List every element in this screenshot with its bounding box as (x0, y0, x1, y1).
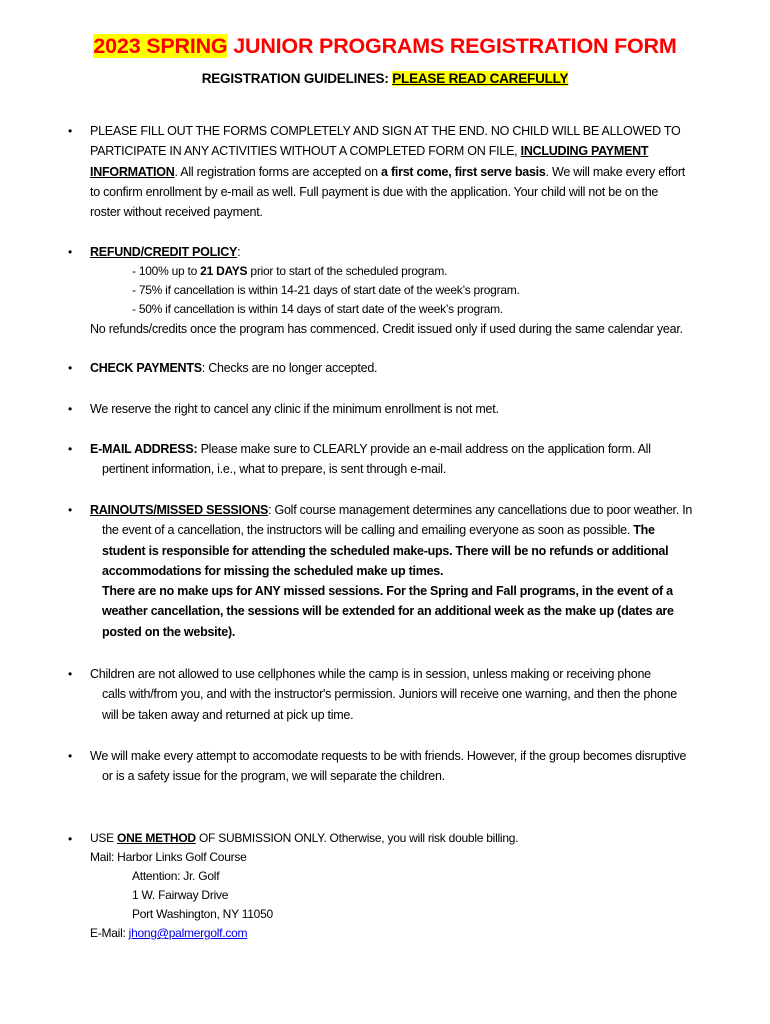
submission-address-3: Port Washington, NY 11050 (132, 907, 273, 921)
check-text: : Checks are no longer accepted. (201, 361, 378, 375)
submission-one-method: ONE METHOD (117, 831, 196, 845)
bullet-icon: • (68, 832, 72, 846)
email-heading: E-MAIL ADDRESS: (90, 442, 198, 456)
rainouts-line-2 (90, 520, 730, 540)
refund-line-2: - 75% if cancellation is within 14-21 days of start date of the week’s program. (132, 283, 520, 298)
email-line-1 (90, 439, 730, 459)
rainouts-text-5: There are no make ups for ANY missed sessions. For the Spring and Fall programs, in the event of a (102, 584, 673, 599)
phones-text-1: Children are not allowed to use cellphones while the camp is in session, unless making or receiving phone (90, 667, 651, 681)
friends-text-2: or is a safety issue for the program, we will separate the children. (102, 769, 445, 784)
forms-text-2: PARTICIPATE IN ANY ACTIVITIES WITHOUT A COMPLETED FORM ON FILE, (90, 144, 521, 159)
forms-text-1: PLEASE FILL OUT THE FORMS COMPLETELY AND SIGN AT THE END. NO CHILD WILL BE ALLOWED TO (90, 124, 681, 138)
refund-colon: : (237, 245, 241, 259)
refund-line-3: - 50% if cancellation is within 14 days of start date of the week’s program. (132, 302, 503, 317)
forms-text-3d: . We will make every effort (545, 164, 685, 179)
page-subtitle (0, 71, 770, 86)
list-item-refund (68, 242, 730, 340)
phones-text-3: will be taken away and returned at pick up time. (102, 707, 354, 722)
list-item-check-payments (68, 358, 730, 378)
refund-heading-line (90, 242, 730, 262)
list-item-submission (68, 829, 730, 943)
refund-heading: REFUND/CREDIT POLICY (90, 245, 238, 259)
refund-l1c: prior to start of the scheduled program. (247, 264, 448, 279)
rainouts-text-3: student is responsible for attending the scheduled make-ups. There will be no refunds or additional (102, 543, 669, 558)
submission-line-1 (90, 829, 730, 848)
bullet-icon: • (68, 749, 72, 763)
refund-21-days: 21 DAYS (200, 264, 248, 279)
title-highlight: 2023 SPRING (93, 34, 228, 58)
forms-line-2 (90, 141, 730, 161)
submission-t1c: OF SUBMISSION ONLY. Otherwise, you will risk double billing. (195, 831, 519, 845)
email-text-2: pertinent information, i.e., what to prepare, is sent through e-mail. (102, 462, 447, 477)
list-item-email (68, 439, 730, 480)
refund-line-4: No refunds/credits once the program has commenced. Credit issued only if used during the same calendar year. (90, 322, 683, 337)
title-rest: JUNIOR PROGRAMS REGISTRATION FORM (227, 34, 677, 58)
list-item-forms (68, 121, 730, 222)
bullet-icon: • (68, 361, 72, 375)
list-item-rainouts (68, 500, 730, 642)
forms-line-3 (90, 162, 730, 182)
submission-address-1: Attention: Jr. Golf (132, 869, 220, 883)
rainouts-text-6: weather cancellation, the sessions will be extended for an additional week as the make up (dates are (102, 604, 674, 619)
forms-first-come-emphasis: a first come, first serve basis (381, 164, 546, 179)
rainouts-text-1: : Golf course management determines any cancellations due to poor weather. In (268, 503, 693, 517)
forms-text-3: . All registration forms are accepted on (174, 164, 382, 179)
email-link[interactable]: jhong@palmergolf.com (128, 926, 248, 940)
page-title (0, 34, 770, 59)
forms-information-emphasis: INFORMATION (90, 164, 175, 179)
list-item-reserve (68, 399, 730, 419)
bullet-icon: • (68, 124, 72, 138)
subtitle-prefix: REGISTRATION GUIDELINES: (201, 71, 393, 86)
reserve-text: We reserve the right to cancel any clinic if the minimum enrollment is not met. (90, 402, 499, 416)
submission-mail-label: Mail: Harbor Links Golf Course (90, 850, 247, 864)
rainouts-heading: RAINOUTS/MISSED SESSIONS (90, 503, 269, 517)
rainouts-text-2: the event of a cancellation, the instructors will be calling and emailing everyone as soon as possible. (102, 523, 634, 538)
submission-address-2: 1 W. Fairway Drive (132, 888, 229, 902)
rainouts-text-4: accommodations for missing the scheduled make up times. (102, 563, 444, 578)
list-item-friends (68, 746, 730, 787)
bullet-icon: • (68, 245, 72, 259)
refund-l1a: - 100% up to (132, 264, 201, 279)
check-heading: CHECK PAYMENTS (90, 361, 202, 375)
subtitle-highlight: PLEASE READ CAREFULLY (392, 71, 569, 86)
bullet-icon: • (68, 667, 72, 681)
friends-text-1: We will make every attempt to accomodate requests to be with friends. However, if the group becomes disruptive (90, 749, 687, 763)
email-text-1: Please make sure to CLEARLY provide an e-mail address on the application form. All (197, 442, 651, 456)
check-line (90, 358, 730, 378)
rainouts-text-7: posted on the website). (102, 624, 236, 639)
bullet-icon: • (68, 402, 72, 416)
forms-payment-emphasis: INCLUDING PAYMENT (520, 144, 649, 159)
refund-line-1 (90, 262, 730, 281)
forms-text-5: roster without received payment. (90, 205, 263, 220)
submission-t1a: USE (90, 831, 118, 845)
bullet-icon: • (68, 442, 72, 456)
submission-email-line (90, 924, 730, 943)
bullet-icon: • (68, 503, 72, 517)
phones-text-2: calls with/from you, and with the instructor's permission. Juniors will receive one warning, and then the phone (102, 687, 677, 702)
rainouts-text-2b: The (633, 523, 655, 538)
forms-text-4: to confirm enrollment by e-mail as well. Full payment is due with the application. Your child will not be on the (90, 184, 659, 199)
rainouts-line-1 (90, 500, 730, 520)
submission-email-label: E-Mail: (90, 926, 129, 940)
list-item-cellphones (68, 664, 730, 725)
